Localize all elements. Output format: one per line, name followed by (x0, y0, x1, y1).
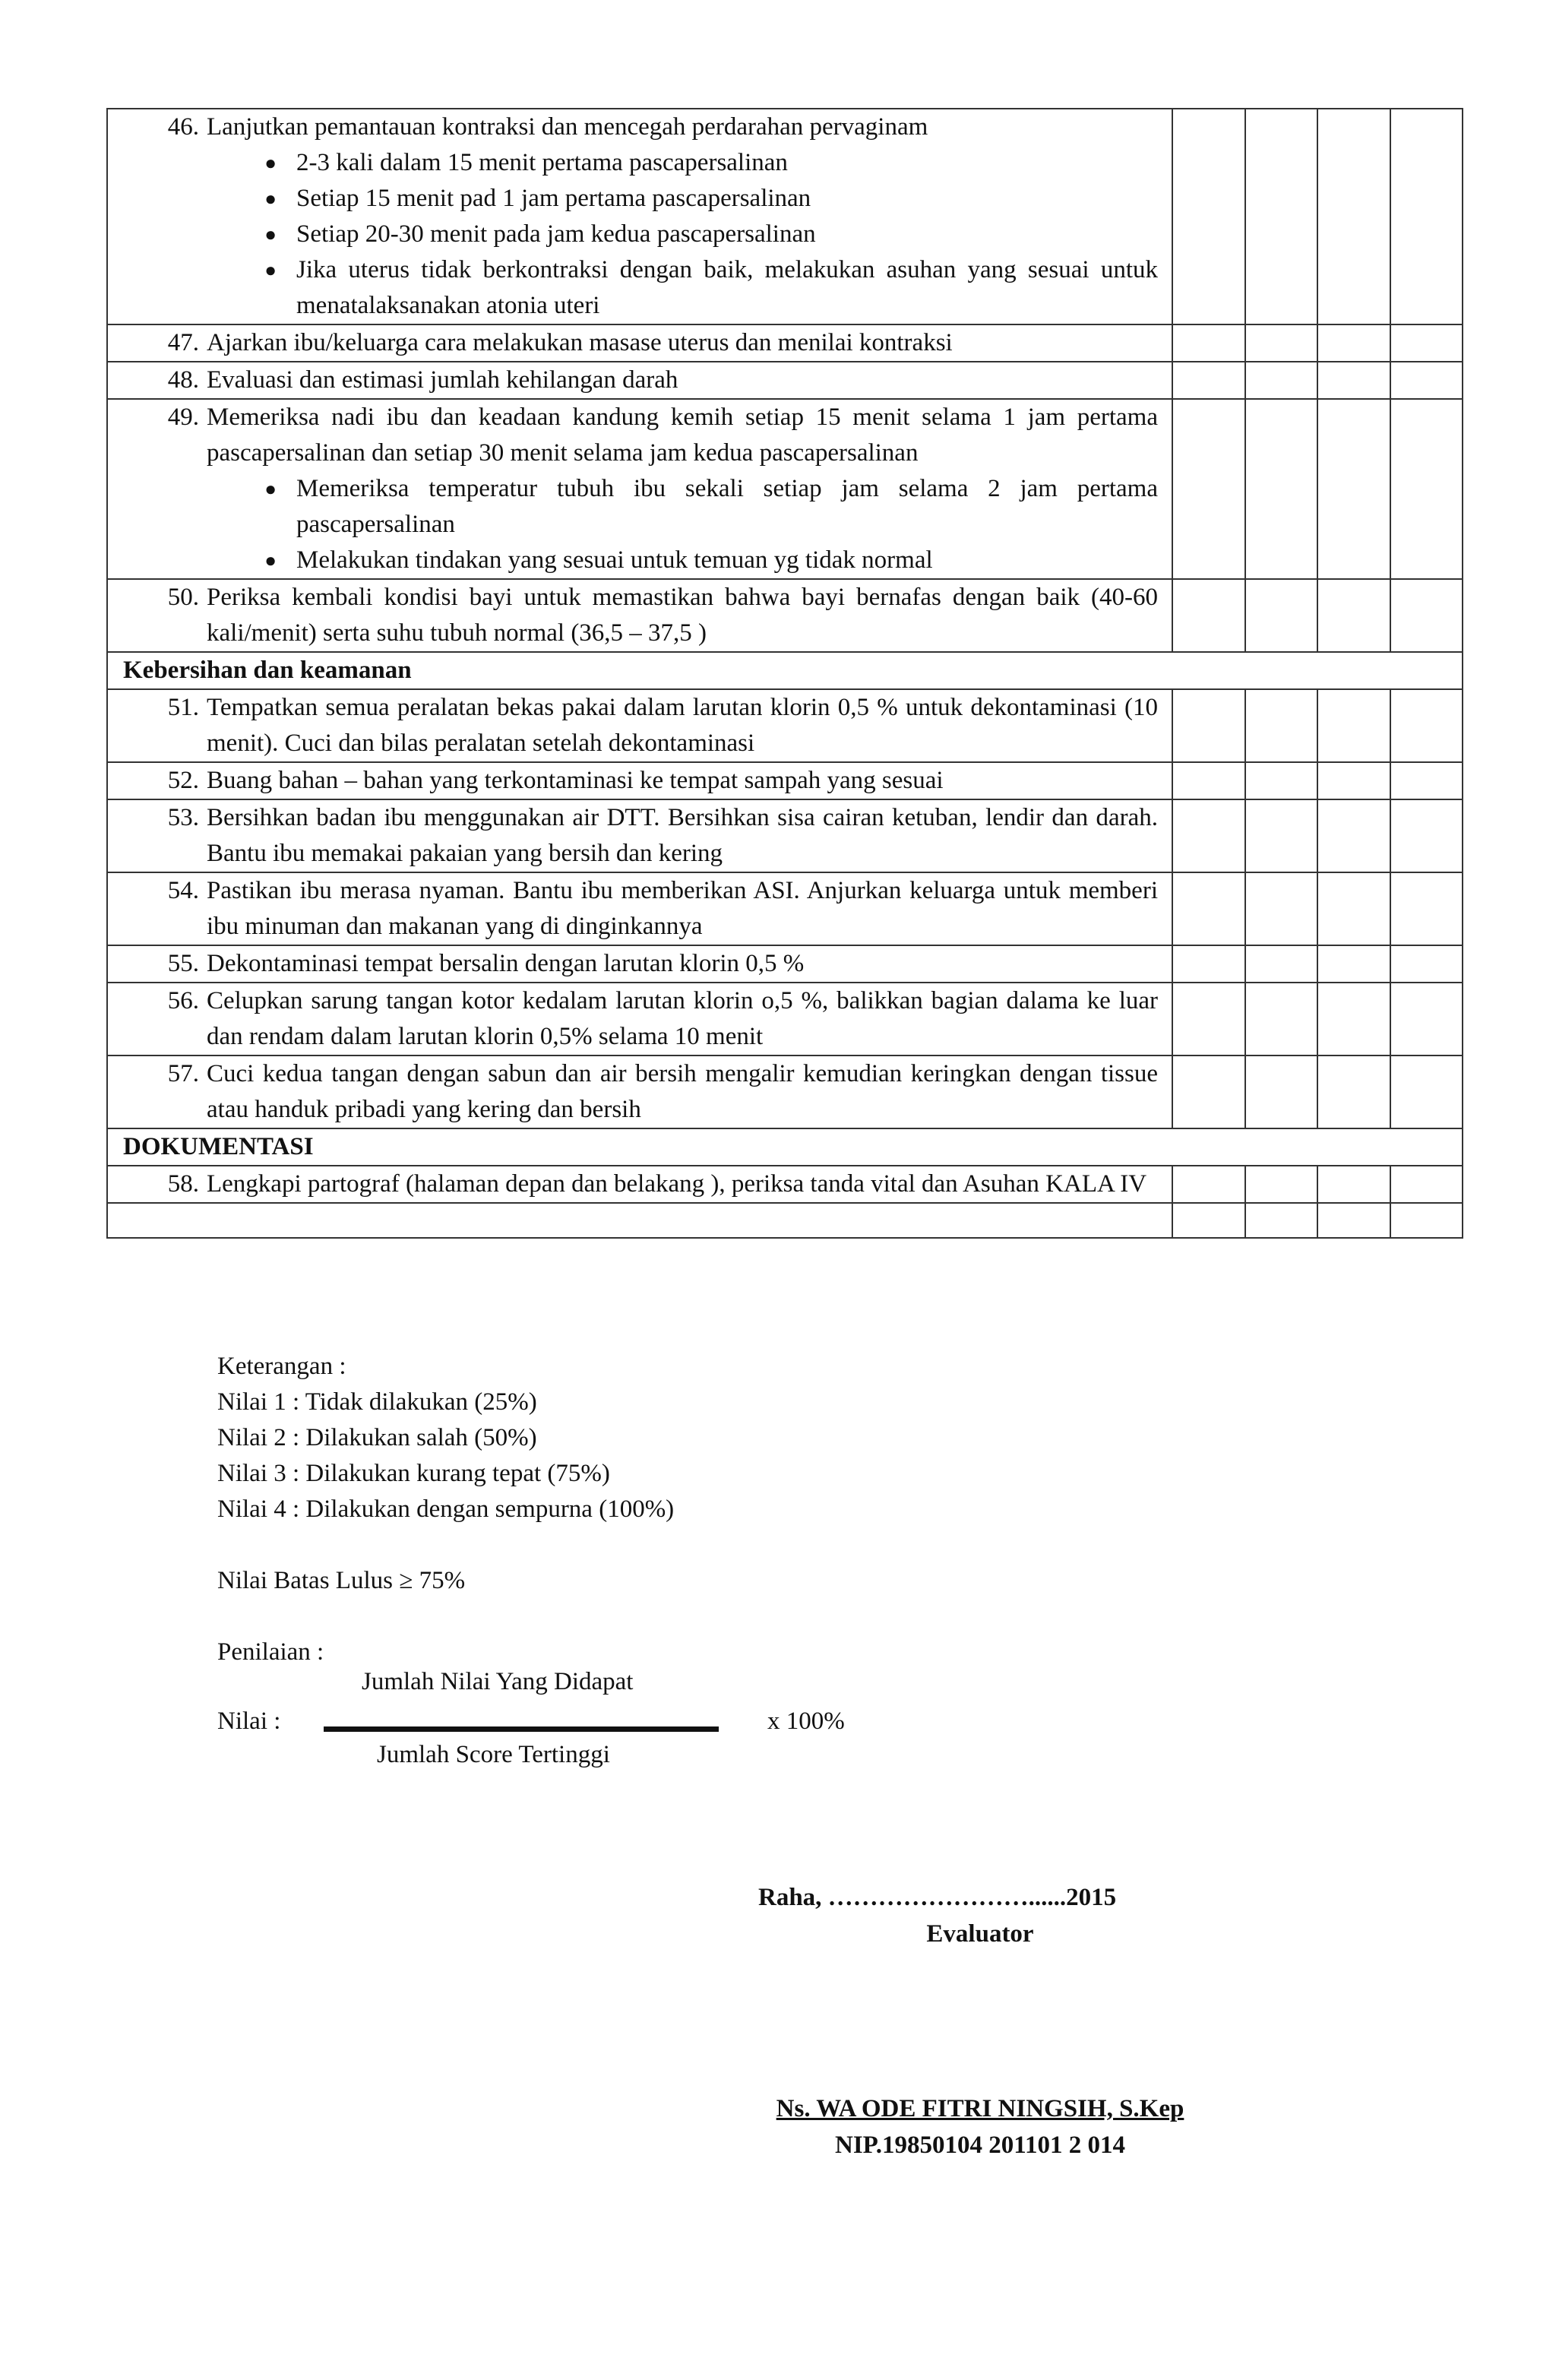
score-cell[interactable] (1172, 362, 1245, 399)
bullet-text: Melakukan tindakan yang sesuai untuk temuan yg tidak normal (296, 546, 933, 574)
score-cell[interactable] (1390, 872, 1463, 945)
score-cell[interactable] (1390, 762, 1463, 799)
evaluator-name: Ns. WA ODE FITRI NINGSIH, S.Kep (776, 2095, 1184, 2122)
item-description (107, 945, 1172, 983)
bullet-icon: ● (264, 549, 277, 571)
checklist-row (107, 689, 1463, 762)
score-cell[interactable] (1245, 109, 1318, 324)
item-number: 47. (167, 329, 199, 356)
legend-line: Nilai 2 : Dilakukan salah (50%) (217, 1424, 537, 1451)
score-cell[interactable] (1390, 324, 1463, 362)
formula-label: Nilai : (217, 1707, 281, 1735)
score-cell[interactable] (1172, 762, 1245, 799)
score-cell[interactable] (1245, 1055, 1318, 1128)
bullet-item (108, 471, 1158, 543)
score-cell[interactable] (1390, 109, 1463, 324)
score-cell[interactable] (1390, 945, 1463, 983)
item-description (107, 983, 1172, 1055)
checklist-row (107, 579, 1463, 652)
checklist-row (107, 362, 1463, 399)
evaluator-role: Evaluator (926, 1920, 1034, 1948)
bullet-icon: ● (264, 223, 277, 245)
score-cell[interactable] (1245, 872, 1318, 945)
score-formula (217, 1664, 901, 1786)
item-number: 53. (167, 804, 199, 831)
score-cell[interactable] (1390, 1203, 1463, 1238)
score-cell[interactable] (1172, 983, 1245, 1055)
score-cell[interactable] (1390, 983, 1463, 1055)
score-cell[interactable] (1172, 689, 1245, 762)
item-number: 51. (167, 694, 199, 721)
score-cell[interactable] (1317, 1166, 1390, 1203)
score-cell[interactable] (1317, 1203, 1390, 1238)
score-cell[interactable] (1317, 579, 1390, 652)
item-number: 54. (167, 877, 199, 904)
score-cell[interactable] (1245, 1203, 1318, 1238)
item-text: Buang bahan – bahan yang terkontaminasi ke tempat sampah yang sesuai (207, 767, 944, 794)
score-cell[interactable] (1172, 872, 1245, 945)
item-text: Dekontaminasi tempat bersalin dengan larutan klorin 0,5 % (207, 950, 805, 977)
checklist-row (107, 945, 1463, 983)
score-cell[interactable] (1390, 579, 1463, 652)
item-number: 52. (167, 767, 199, 794)
score-cell[interactable] (1245, 799, 1318, 872)
score-cell[interactable] (1317, 324, 1390, 362)
item-number: 55. (167, 950, 199, 977)
evaluator-nip: NIP.19850104 201101 2 014 (835, 2132, 1125, 2159)
bullet-item (108, 252, 1158, 324)
checklist-row (107, 399, 1463, 579)
score-cell[interactable] (1172, 1166, 1245, 1203)
bullet-text: Memeriksa temperatur tubuh ibu sekali setiap jam selama 2 jam pertama pascapersalinan (296, 475, 1158, 538)
score-cell[interactable] (1172, 324, 1245, 362)
bullet-text: Setiap 20-30 menit pada jam kedua pascapersalinan (296, 220, 816, 248)
item-description (107, 1166, 1172, 1203)
score-cell[interactable] (1317, 762, 1390, 799)
score-cell[interactable] (1317, 799, 1390, 872)
section-row (107, 1128, 1463, 1166)
item-text: Lengkapi partograf (halaman depan dan belakang ), periksa tanda vital dan Asuhan KALA IV (207, 1170, 1147, 1198)
item-number: 58. (167, 1170, 199, 1198)
checklist-row (107, 872, 1463, 945)
score-cell[interactable] (1317, 945, 1390, 983)
score-cell[interactable] (1317, 689, 1390, 762)
checklist-body (107, 109, 1463, 1238)
score-cell[interactable] (1390, 689, 1463, 762)
item-description (107, 109, 1172, 324)
score-cell[interactable] (1390, 1166, 1463, 1203)
score-cell[interactable] (1317, 872, 1390, 945)
checklist-row (107, 1166, 1463, 1203)
legend-line: Nilai 4 : Dilakukan dengan sempurna (100%) (217, 1495, 675, 1523)
score-cell[interactable] (1172, 945, 1245, 983)
item-number: 57. (167, 1060, 199, 1087)
formula-numerator: Jumlah Nilai Yang Didapat (362, 1668, 634, 1695)
pass-limit: Nilai Batas Lulus ≥ 75% (217, 1567, 466, 1594)
item-description (107, 762, 1172, 799)
score-cell[interactable] (1317, 983, 1390, 1055)
item-description (107, 579, 1172, 652)
checklist-row (107, 762, 1463, 799)
item-number: 56. (167, 987, 199, 1014)
item-description (107, 362, 1172, 399)
bullet-icon: ● (264, 259, 277, 281)
score-cell[interactable] (1245, 762, 1318, 799)
item-text: Celupkan sarung tangan kotor kedalam larutan klorin o,5 %, balikkan bagian dalama ke luar dan rendam dalam larutan klorin 0,5% selama 10 menit (207, 987, 1158, 1050)
score-cell[interactable] (1245, 324, 1318, 362)
bullet-item (108, 217, 1158, 252)
legend-line: Nilai 3 : Dilakukan kurang tepat (75%) (217, 1460, 610, 1487)
item-number: 48. (167, 366, 199, 394)
item-number: 49. (167, 404, 199, 431)
bullet-icon: ● (264, 188, 277, 210)
score-cell[interactable] (1390, 1055, 1463, 1128)
checklist-row (107, 324, 1463, 362)
bullet-text: 2-3 kali dalam 15 menit pertama pascapersalinan (296, 149, 788, 176)
bullet-item (108, 543, 1158, 578)
section-row (107, 652, 1463, 689)
item-description (107, 324, 1172, 362)
score-cell[interactable] (1172, 109, 1245, 324)
section-heading-documentation: DOKUMENTASI (107, 1128, 1463, 1166)
bullet-item (108, 181, 1158, 217)
score-cell[interactable] (1390, 799, 1463, 872)
score-cell[interactable] (1245, 399, 1318, 579)
legend-line: Nilai 1 : Tidak dilakukan (25%) (217, 1388, 537, 1416)
item-description (107, 799, 1172, 872)
place-date: Raha, ……………………......2015 (758, 1884, 1117, 1911)
item-description (107, 1055, 1172, 1128)
item-text: Lanjutkan pemantauan kontraksi dan mencegah perdarahan pervaginam (207, 113, 928, 141)
item-description (107, 689, 1172, 762)
bullet-text: Jika uterus tidak berkontraksi dengan baik, melakukan asuhan yang sesuai untuk menatalaksanakan atonia uteri (296, 256, 1158, 319)
score-cell[interactable] (1172, 579, 1245, 652)
item-text: Ajarkan ibu/keluarga cara melakukan masase uterus dan menilai kontraksi (207, 329, 953, 356)
formula-denominator: Jumlah Score Tertinggi (377, 1741, 610, 1768)
item-text: Bersihkan badan ibu menggunakan air DTT. Bersihkan sisa cairan ketuban, lendir dan darah. Bantu ibu memakai pakaian yang bersih dan kering (207, 804, 1158, 867)
score-cell[interactable] (1390, 362, 1463, 399)
item-number: 46. (167, 113, 199, 141)
bullet-list (108, 145, 1158, 324)
bullet-text: Setiap 15 menit pad 1 jam pertama pascapersalinan (296, 185, 811, 212)
legend (217, 1349, 674, 1670)
item-text: Memeriksa nadi ibu dan keadaan kandung kemih setiap 15 menit selama 1 jam pertama pascapersalinan dan setiap 30 menit selama jam kedua pascapersalinan (207, 404, 1158, 467)
item-text: Pastikan ibu merasa nyaman. Bantu ibu memberikan ASI. Anjurkan keluarga untuk memberi ibu minuman dan makanan yang di dinginkannya (207, 877, 1158, 940)
empty-row (107, 1203, 1463, 1238)
fraction-line (324, 1726, 719, 1732)
score-cell[interactable] (1172, 1203, 1245, 1238)
item-text: Evaluasi dan estimasi jumlah kehilangan darah (207, 366, 678, 394)
score-cell[interactable] (1245, 945, 1318, 983)
bullet-item (108, 145, 1158, 181)
score-cell[interactable] (1245, 579, 1318, 652)
empty-cell (107, 1203, 1172, 1238)
item-description (107, 872, 1172, 945)
section-heading-cleanliness: Kebersihan dan keamanan (107, 652, 1463, 689)
score-cell[interactable] (1172, 1055, 1245, 1128)
item-text: Cuci kedua tangan dengan sabun dan air bersih mengalir kemudian keringkan dengan tissue atau handuk pribadi yang kering dan bersih (207, 1060, 1158, 1123)
assessment-label: Penilaian : (217, 1638, 324, 1666)
legend-title: Keterangan : (217, 1353, 346, 1380)
bullet-icon: ● (264, 152, 277, 174)
score-cell[interactable] (1317, 399, 1390, 579)
score-cell[interactable] (1317, 109, 1390, 324)
score-cell[interactable] (1390, 399, 1463, 579)
item-description (107, 399, 1172, 579)
score-cell[interactable] (1245, 983, 1318, 1055)
score-cell[interactable] (1172, 799, 1245, 872)
item-text: Periksa kembali kondisi bayi untuk memastikan bahwa bayi bernafas dengan baik (40-60 kali/menit) serta suhu tubuh normal (36,5 – 37,5 ) (207, 584, 1158, 647)
checklist-row (107, 799, 1463, 872)
checklist-row (107, 109, 1463, 324)
score-cell[interactable] (1245, 362, 1318, 399)
bullet-icon: ● (264, 478, 277, 500)
checklist-row (107, 983, 1463, 1055)
score-cell[interactable] (1172, 399, 1245, 579)
checklist-table (106, 108, 1463, 1239)
checklist-row (107, 1055, 1463, 1128)
bullet-list (108, 471, 1158, 578)
score-cell[interactable] (1245, 1166, 1318, 1203)
item-number: 50. (167, 584, 199, 611)
item-text: Tempatkan semua peralatan bekas pakai dalam larutan klorin 0,5 % untuk dekontaminasi (10 menit). Cuci dan bilas peralatan setelah dekontaminasi (207, 694, 1158, 757)
score-cell[interactable] (1245, 689, 1318, 762)
score-cell[interactable] (1317, 362, 1390, 399)
score-cell[interactable] (1317, 1055, 1390, 1128)
formula-multiplier: x 100% (767, 1707, 845, 1735)
